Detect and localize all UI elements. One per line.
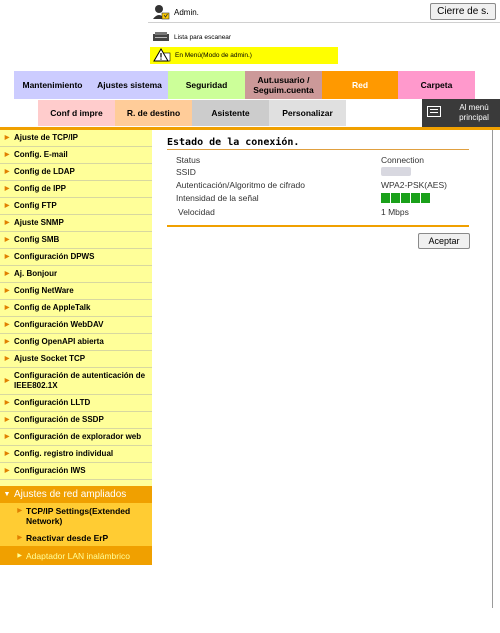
sidebar-item-label: Configuración de explorador web <box>14 432 142 441</box>
accept-button[interactable]: Aceptar <box>418 233 470 249</box>
ssid-value-redacted <box>381 167 411 176</box>
tab-conf-impre[interactable]: Conf d impre <box>38 100 115 126</box>
sidebar-item-config-openapi[interactable] <box>0 334 152 351</box>
sidebar-item-config-ipp[interactable] <box>0 181 152 198</box>
bullet-arrow-icon: ▶ <box>4 400 10 406</box>
bullet-arrow-icon: ▶ <box>17 553 22 559</box>
sidebar-item-configuracion-dpws[interactable] <box>0 249 152 266</box>
sidebar-item-label: Aj. Bonjour <box>14 269 58 278</box>
bullet-arrow-icon: ▶ <box>4 378 10 384</box>
sidebar-item-label: Ajuste de TCP/IP <box>14 133 79 142</box>
sidebar-item-label: Config NetWare <box>14 286 74 295</box>
ssid-label: SSID <box>176 167 196 177</box>
bullet-arrow-icon: ▶ <box>4 186 10 192</box>
sidebar-subitem-label: TCP/IP Settings(Extended Network) <box>26 506 131 526</box>
sidebar-section-ajustes-red-ampliados[interactable] <box>0 486 152 503</box>
signal-bar <box>381 193 390 203</box>
title-divider <box>167 149 469 150</box>
main-menu-button[interactable] <box>422 99 500 127</box>
sidebar-item-registro-individual[interactable] <box>0 446 152 463</box>
tab-mantenimiento[interactable]: Mantenimiento <box>14 71 91 99</box>
bullet-arrow-icon: ▶ <box>4 203 10 209</box>
bullet-arrow-icon: ▶ <box>4 288 10 294</box>
sidebar-item-label: Config FTP <box>14 201 57 210</box>
tab-seguridad[interactable]: Seguridad <box>168 71 245 99</box>
scanner-icon <box>152 31 170 43</box>
sidebar-subitem-label: Reactivar desde ErP <box>26 532 109 543</box>
warning-icon <box>152 48 172 63</box>
bullet-arrow-icon: ▶ <box>4 237 10 243</box>
page-title: Estado de la conexión. <box>167 137 300 148</box>
auth-algorithm-label: Autenticación/Algoritmo de cifrado <box>176 180 305 190</box>
sidebar-item-config-ldap[interactable] <box>0 164 152 181</box>
signal-strength-meter <box>381 193 430 203</box>
bullet-arrow-icon: ▶ <box>4 451 10 457</box>
signal-bar <box>421 193 430 203</box>
tab-r-de-destino[interactable]: R. de destino <box>115 100 192 126</box>
bullet-arrow-icon: ▶ <box>4 356 10 362</box>
sidebar-item-ajuste-snmp[interactable] <box>0 215 152 232</box>
sidebar-section-label: Ajustes de red ampliados <box>14 489 127 500</box>
mode-status-text: En Menú(Modo de admin.) <box>175 52 252 59</box>
bullet-arrow-icon: ▶ <box>4 339 10 345</box>
bullet-arrow-icon: ▶ <box>4 468 10 474</box>
main-menu-icon <box>427 106 441 117</box>
sidebar-item-explorador-web[interactable] <box>0 429 152 446</box>
sidebar-item-config-smb[interactable] <box>0 232 152 249</box>
chevron-down-icon: ▼ <box>3 491 11 498</box>
bullet-arrow-icon: ▶ <box>17 534 22 541</box>
main-menu-label: Al menú principal <box>459 103 489 122</box>
bullet-arrow-icon: ▶ <box>4 322 10 328</box>
sidebar-item-ajuste-socket-tcp[interactable] <box>0 351 152 368</box>
sidebar-subitem-reactivar-erp[interactable] <box>0 529 152 546</box>
bullet-arrow-icon: ▶ <box>4 271 10 277</box>
tab-asistente[interactable]: Asistente <box>192 100 269 126</box>
tab-red[interactable]: Red <box>322 71 398 99</box>
speed-label: Velocidad <box>178 207 215 217</box>
sidebar-item-label: Config. E-mail <box>14 150 68 159</box>
speed-value: 1 Mbps <box>381 207 409 217</box>
sidebar-item-label: Configuración de SSDP <box>14 415 104 424</box>
status-label: Status <box>176 155 201 165</box>
bullet-arrow-icon: ▶ <box>4 417 10 423</box>
logout-button[interactable]: Cierre de s. <box>430 3 496 20</box>
bullet-arrow-icon: ▶ <box>4 220 10 226</box>
sidebar-item-label: Ajuste SNMP <box>14 218 64 227</box>
sidebar-item-label: Config de AppleTalk <box>14 303 91 312</box>
scan-status-text: Lista para escanear <box>174 34 232 41</box>
content-right-border <box>492 130 493 608</box>
sidebar-subitem-label: Adaptador LAN inalámbrico <box>26 550 130 561</box>
bullet-arrow-icon: ▶ <box>4 254 10 260</box>
sidebar-item-label: Config de IPP <box>14 184 66 193</box>
sidebar-item-label: Config. registro individual <box>14 449 114 458</box>
sidebar-item-label: Configuración IWS <box>14 466 86 475</box>
tab-ajustes-sistema[interactable]: Ajustes sistema <box>91 71 168 99</box>
sidebar-item-config-email[interactable] <box>0 147 152 164</box>
sidebar-item-label: Configuración WebDAV <box>14 320 104 329</box>
bullet-arrow-icon: ▶ <box>4 434 10 440</box>
sidebar-item-configuracion-iws[interactable] <box>0 463 152 480</box>
admin-user-icon <box>152 4 170 20</box>
bullet-arrow-icon: ▶ <box>4 305 10 311</box>
signal-bar <box>411 193 420 203</box>
sidebar-subitem-adaptador-lan-inalambrico[interactable] <box>0 546 152 565</box>
sidebar-item-label: Config de LDAP <box>14 167 75 176</box>
bullet-arrow-icon: ▶ <box>17 508 22 514</box>
sidebar-item-label: Configuración DPWS <box>14 252 95 261</box>
tab-aut-usuario[interactable]: Aut.usuario / Seguim.cuenta <box>245 71 322 99</box>
sidebar-item-label: Ajuste Socket TCP <box>14 354 86 363</box>
sidebar-item-configuracion-webdav[interactable] <box>0 317 152 334</box>
sidebar-item-config-appletalk[interactable] <box>0 300 152 317</box>
auth-algorithm-value: WPA2-PSK(AES) <box>381 180 447 190</box>
signal-strength-label: Intensidad de la señal <box>176 193 259 203</box>
user-label: Admin. <box>174 8 199 17</box>
sidebar-item-configuracion-lltd[interactable] <box>0 395 152 412</box>
sidebar-item-ieee8021x[interactable] <box>0 368 152 395</box>
bullet-arrow-icon: ▶ <box>4 152 10 158</box>
sidebar-item-aj-bonjour[interactable] <box>0 266 152 283</box>
sidebar-item-configuracion-ssdp[interactable] <box>0 412 152 429</box>
signal-bar <box>401 193 410 203</box>
signal-bar <box>391 193 400 203</box>
sidebar-item-label: Config SMB <box>14 235 60 244</box>
tab-carpeta[interactable]: Carpeta <box>398 71 475 99</box>
sidebar-item-label: Config OpenAPI abierta <box>14 337 104 346</box>
sidebar-item-label: Configuración LLTD <box>14 398 91 407</box>
sidebar-item-config-ftp[interactable] <box>0 198 152 215</box>
sidebar-item-label: Configuración de autenticación de IEEE802.1X <box>14 371 146 390</box>
status-value: Connection <box>381 155 425 165</box>
sidebar-item-ajuste-tcpip[interactable] <box>0 130 152 147</box>
bullet-arrow-icon: ▶ <box>4 169 10 175</box>
sidebar-subitem-tcpip-extended[interactable] <box>0 503 152 529</box>
content-divider <box>167 225 469 227</box>
header-divider <box>148 22 500 23</box>
bullet-arrow-icon: ▶ <box>4 135 10 141</box>
sidebar-item-config-netware[interactable] <box>0 283 152 300</box>
tab-personalizar[interactable]: Personalizar <box>269 100 346 126</box>
